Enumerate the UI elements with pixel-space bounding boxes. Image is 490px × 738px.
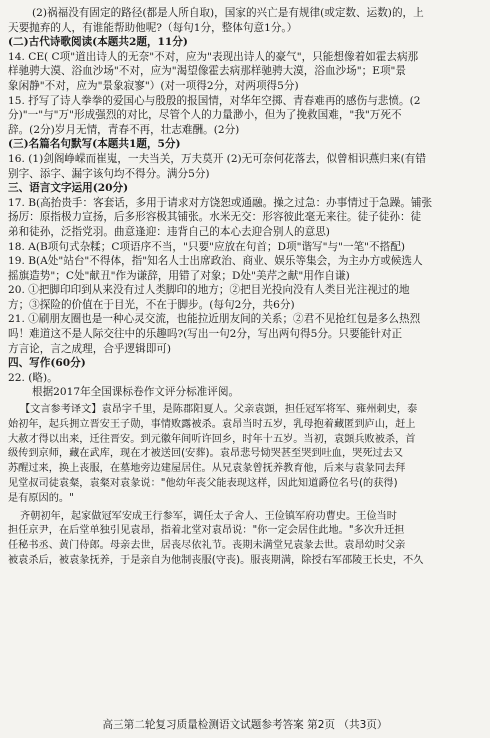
translation-line: 级传到京师，藏在武库，现在才被送回(安葬)。袁昂悲号恸哭甚至哭到吐血，哭死过去又 <box>8 448 404 460</box>
text-line: 21. ①刷朋友圈也是一种心灵交流，也能拉近朋友间的关系；②君不见抢红包是多么热烈 <box>8 313 421 326</box>
section-heading: (三)名篇名句默写(本题共1题，5分) <box>8 138 181 151</box>
text-line: 天要抛弃的人，有谁能帮助他呢?（每句1分，整体句意1分。） <box>8 21 298 34</box>
text-line: 弟和徒孙，泛指党羽。曲意逢迎：违背自己的本心去迎合别人的意思) <box>8 225 330 238</box>
section-heading: (二)古代诗歌阅读(本题共2题，11分) <box>8 36 188 49</box>
text-line: 样驰骋大漠、浴血沙场"不对，应为"渴望像霍去病那样驰骋大漠，浴血沙场"；E项"景 <box>8 65 407 78</box>
text-line: 象闲静"不对，应为"景象寂寥"）(对一项得2分，对两项得5分) <box>8 79 299 92</box>
translation-line: 是有原因的。" <box>8 492 74 504</box>
translation-line: 苏醒过来，换上丧服，在墓地旁边建屋居住。从兄袁彖曾抚养教育他，后来与袁彖同去拜 <box>8 463 406 475</box>
text-line: 扬厉：原指极力宣扬，后多形容极其铺张。水米无交：形容彼此毫无来往。徒子徒孙：徒 <box>8 211 422 224</box>
translation-line: 任秘书丞、黄门侍郎。母亲去世，居丧尽依礼节。丧期未满堂兄袁彖去世。袁昂幼时父亲 <box>8 540 406 552</box>
translation-line: 【文言参考译文】袁昂字千里，是陈郡阳夏人。父亲袁顗，担任冠军将军、雍州刺史，泰 <box>20 404 418 416</box>
translation-line: 见堂叔司徒袁粲，袁粲对袁彖说："他幼年丧父能表现这样，因此知道爵位名号(的获得) <box>8 478 398 490</box>
text-line: 根据2017年全国课标卷作文评分标准评阅。 <box>32 386 240 399</box>
text-line: 19. B(A处"站台"不得体，指"知名人士出席政治、商业、娱乐等集会，为主办方或候选人 <box>8 255 423 268</box>
section-heading: 四、写作(60分) <box>8 357 86 370</box>
text-line: 20. ①把脚印印到从来没有过人类脚印的地方；②把目光投向没有人类目光注视过的地 <box>8 284 410 297</box>
text-line: 辞。(2分)岁月无情，青春不再，壮志难酬。(2分) <box>8 123 240 136</box>
translation-line: 齐朝初年，起家做冠军安成王行参军，调任太子舍人、王俭镇军府功曹史。王俭当时 <box>20 510 397 522</box>
text-line: 18. A(B项句式杂糅；C项语序不当，"只要"应放在句首；D项"谐写"与"一笔"不搭配) <box>8 240 405 253</box>
text-line: 17. B(高抬贵手：客套话，多用于请求对方饶恕或通融。操之过急：办事情过于急躁。铺张 <box>8 196 433 209</box>
translation-line: 被袁杀后，被袁彖抚养，于是亲自为他制丧服(守丧)。服丧期满，除授右军邵陵王长史，不久 <box>8 555 424 566</box>
translation-line: 大赦才得以出来，迁往晋安。到元徽年间听许回乡，时年十五岁。当初，袁顗兵败被杀，首 <box>8 433 416 445</box>
text-line: 方；③探险的价值在于目光，不在于脚步。(每句2分，共6分) <box>8 298 295 311</box>
text-line: 22. (略)。 <box>8 371 58 384</box>
text-line: 15. 抒写了诗人拳拳的爱国心与殷殷的报国情，对华年空掷、青春难再的感伤与悲愤。(2 <box>8 94 421 107</box>
text-line: (2)祸福没有固定的路径(都是人所自取)，国家的兴亡是有规律(或定数、运数)的，上 <box>32 7 424 19</box>
text-line: 摇旗造势"；C处"献丑"作为谦辞，用错了对象；D处"美芹之献"用作自谦) <box>8 269 350 282</box>
translation-line: 担任京尹，在后堂单独引见袁昂，指着北堂对袁昂说："你一定会居住此地。"多次升迁担 <box>8 525 405 537</box>
text-line: 14. CE( C项"道出诗人的无奈"不对，应为"表现出诗人的豪气"，只能想像着如霍去病那 <box>8 50 419 63</box>
text-line: 吗！难道这不是人际交往中的乐趣吗?(写出一句2分，写出两句得5分。只要能针对正 <box>8 328 403 341</box>
text-line: 方言论，言之成理，合乎逻辑即可) <box>8 342 172 355</box>
text-line: 别字、添字、漏字该句均不得分。满分5分) <box>8 167 210 180</box>
text-line: 16. (1)剑阁峥嵘而崔嵬，一夫当关，万夫莫开 (2)无可奈何花落去，似曾相识燕归来(有错 <box>8 152 426 165</box>
section-heading: 三、语言文字运用(20分) <box>8 182 129 195</box>
translation-line: 始初年，起兵拥立晋安王子勋，事情败露被杀。袁昂当时五岁，乳母抱着藏匿到庐山，赶上 <box>8 418 416 430</box>
text-line: 分)"一"与"万"形成强烈的对比，尽管个人的力量渺小，但为了挽救国难，"我"万死不 <box>8 109 402 122</box>
page-footer: 高三第二轮复习质量检测语文试题参考答案 第2页 （共3页） <box>102 719 388 731</box>
